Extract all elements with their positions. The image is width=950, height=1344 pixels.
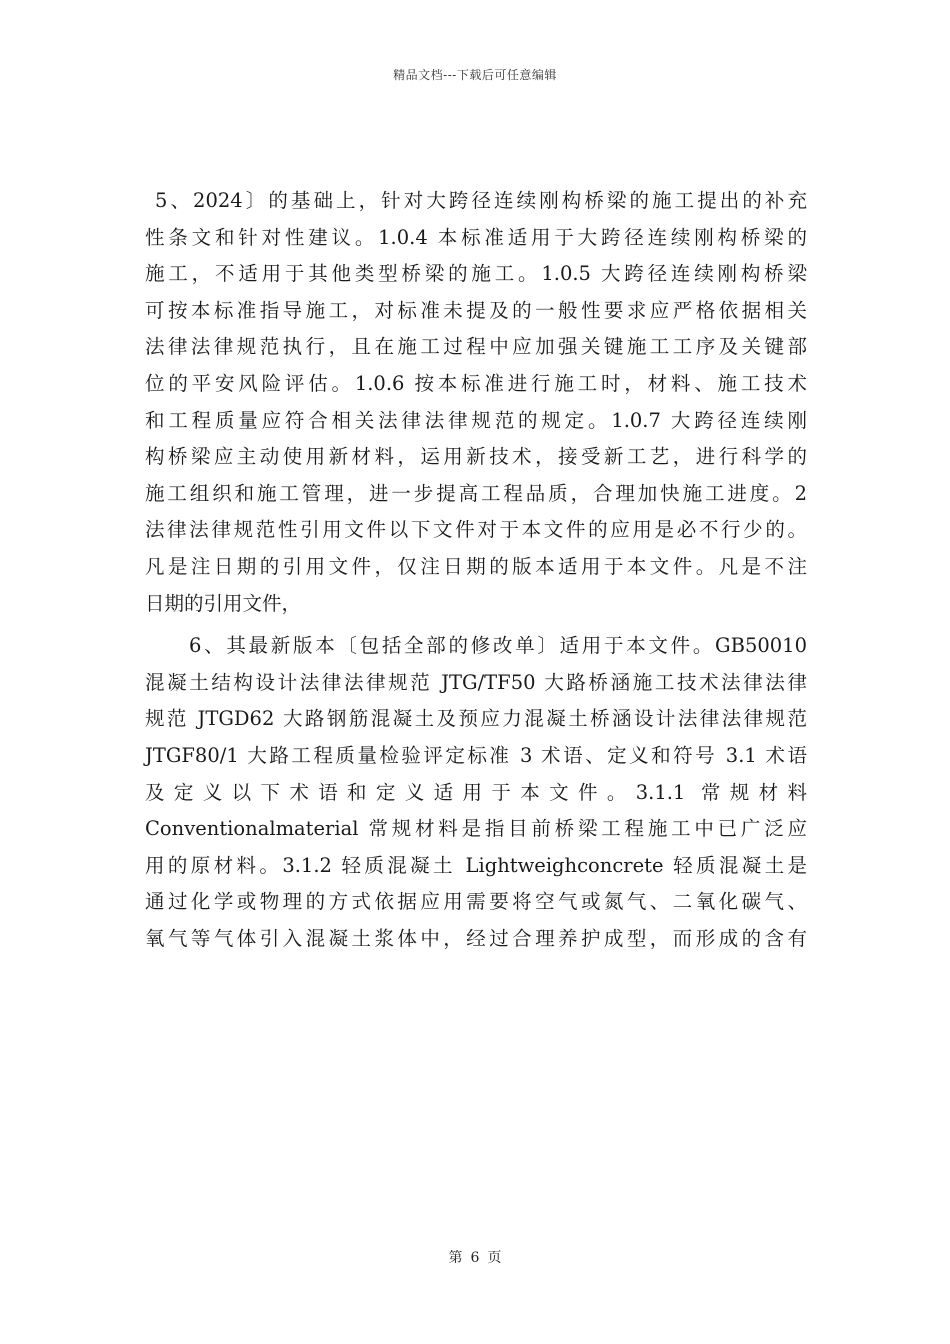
page-number-prefix: 第	[448, 1250, 463, 1266]
text-line: 凡是注日期的引用文件，仅注日期的版本适用于本文件。凡是不注	[145, 554, 807, 578]
document-body	[145, 183, 807, 957]
page-number: 6	[470, 1250, 480, 1266]
text-line: 用的原材料。3.1.2 轻质混凝土 Lightweighconcrete 轻质混凝土是	[145, 853, 807, 877]
paragraph	[145, 628, 807, 957]
text-line: 施工，不适用于其他类型桥梁的施工。1.0.5 大跨径连续刚构桥梁	[145, 262, 807, 286]
page-number-suffix: 页	[487, 1250, 502, 1266]
text-line: 构桥梁应主动使用新材料，运用新技术，接受新工艺，进行科学的	[145, 445, 807, 469]
text-line: 氧气等气体引入混凝土浆体中，经过合理养护成型，而形成的含有	[145, 926, 807, 950]
text-line: 施工组织和施工管理，进一步提高工程品质，合理加快施工进度。2	[145, 481, 807, 505]
text-line: 6、其最新版本〔包括全部的修改单〕适用于本文件。GB50010	[189, 634, 807, 658]
text-line: 日期的引用文件，	[145, 591, 302, 615]
page-footer	[0, 1247, 950, 1267]
text-line: Conventionalmaterial 常规材料是指目前桥梁工程施工中已广泛应	[145, 817, 807, 841]
text-line: 5、2024〕的基础上，针对大跨径连续刚构桥梁的施工提出的补充	[155, 189, 807, 212]
text-line: 及定义以下术语和定义适用于本文件。3.1.1 常规材料	[145, 780, 807, 804]
text-line: 规范 JTGD62 大路钢筋混凝土及预应力混凝土桥涵设计法律法律规范	[145, 707, 807, 731]
text-line: 法律法律规范性引用文件以下文件对于本文件的应用是必不行少的。	[145, 518, 807, 542]
text-line: 可按本标准指导施工，对标准未提及的一般性要求应严格依据相关	[145, 298, 807, 322]
text-line: 通过化学或物理的方式依据应用需要将空气或氮气、二氧化碳气、	[145, 890, 807, 914]
paragraph	[145, 183, 807, 622]
text-line: 法律法律规范执行，且在施工过程中应加强关键施工工序及关键部	[145, 335, 807, 359]
text-line: 混凝土结构设计法律法律规范 JTG/TF50 大路桥涵施工技术法律法律	[145, 670, 807, 694]
text-line: JTGF80/1 大路工程质量检验评定标准 3 术语、定义和符号 3.1 术语	[145, 743, 807, 767]
text-line: 和工程质量应符合相关法律法律规范的规定。1.0.7 大跨径连续刚	[145, 408, 807, 432]
text-line: 位的平安风险评估。1.0.6 按本标准进行施工时，材料、施工技术	[145, 371, 807, 395]
page-header: 精品文档---下载后可任意编辑	[393, 68, 557, 82]
text-line: 性条文和针对性建议。1.0.4 本标准适用于大跨径连续刚构桥梁的	[145, 225, 807, 249]
